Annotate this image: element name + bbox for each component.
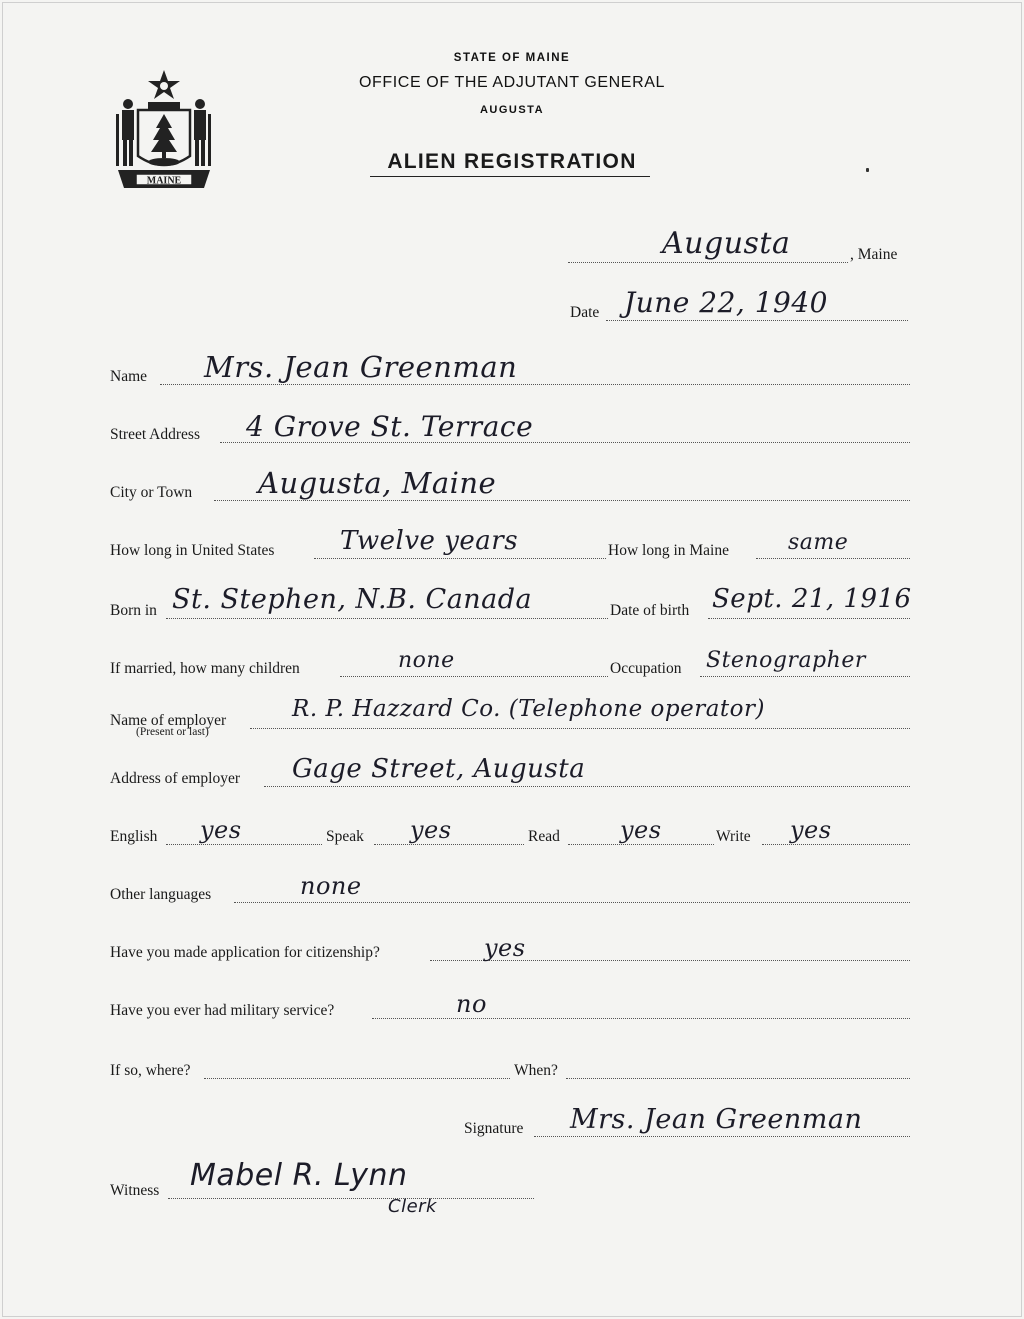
if-so-where-line: [204, 1078, 510, 1079]
witness-value: Mabel R. Lynn: [190, 1158, 408, 1193]
military-line: [372, 1018, 910, 1019]
signature-label: Signature: [464, 1120, 524, 1137]
city-or-town-value: Augusta, Maine: [258, 466, 497, 500]
date-of-birth-line: [708, 618, 910, 619]
citizenship-label: Have you made application for citizenship?: [110, 944, 380, 961]
born-in-label: Born in: [110, 602, 157, 619]
employer-address-label: Address of employer: [110, 770, 240, 787]
state-heading: STATE OF MAINE: [453, 52, 571, 64]
military-label: Have you ever had military service?: [110, 1002, 335, 1019]
occupation-value: Stenographer: [706, 648, 866, 673]
form-title: ALIEN REGISTRATION: [387, 150, 637, 173]
write-label: Write: [716, 828, 751, 845]
military-value: no: [456, 990, 487, 1018]
speak-line: [374, 844, 524, 845]
seal-text: MAINE: [146, 175, 182, 187]
how-long-us-line: [314, 558, 606, 559]
ink-speck: [866, 168, 869, 172]
children-line: [340, 676, 608, 677]
citizenship-value: yes: [484, 934, 526, 962]
title-underline: [370, 176, 650, 177]
signature-line: [534, 1136, 910, 1137]
office-heading: OFFICE OF THE ADJUTANT GENERAL: [358, 74, 666, 91]
english-value: yes: [200, 816, 242, 844]
employer-line: [250, 728, 910, 729]
date-of-birth-label: Date of birth: [610, 602, 690, 619]
children-value: none: [398, 648, 455, 673]
witness-line: [168, 1198, 534, 1199]
when-line: [566, 1078, 910, 1079]
born-in-value: St. Stephen, N.B. Canada: [172, 584, 533, 615]
occupation-line: [700, 676, 910, 677]
signature-value: Mrs. Jean Greenman: [570, 1104, 863, 1135]
date-label: Date: [570, 304, 600, 321]
read-value: yes: [620, 816, 662, 844]
children-label: If married, how many children: [110, 660, 300, 677]
witness-title: Clerk: [388, 1196, 437, 1217]
how-long-us-label: How long in United States: [110, 542, 275, 559]
employer-label: Name of employer: [110, 712, 227, 729]
how-long-maine-value: same: [788, 530, 849, 555]
witness-label: Witness: [110, 1182, 160, 1199]
location-line: [568, 262, 848, 263]
employer-address-value: Gage Street, Augusta: [292, 754, 586, 784]
city-heading: AUGUSTA: [479, 104, 545, 116]
when-label: When?: [514, 1062, 558, 1079]
how-long-maine-label: How long in Maine: [608, 542, 729, 559]
name-label: Name: [110, 368, 148, 385]
date-value: June 22, 1940: [624, 286, 828, 319]
speak-value: yes: [410, 816, 452, 844]
if-so-where-label: If so, where?: [110, 1062, 191, 1079]
english-label: English: [110, 828, 158, 845]
location-state-label: , Maine: [850, 246, 898, 263]
write-line: [762, 844, 910, 845]
location-city-value: Augusta: [662, 226, 791, 261]
employer-value: R. P. Hazzard Co. (Telephone operator): [292, 696, 765, 722]
born-in-line: [166, 618, 608, 619]
read-line: [568, 844, 714, 845]
write-value: yes: [790, 816, 832, 844]
speak-label: Speak: [326, 828, 364, 845]
other-languages-line: [234, 902, 910, 903]
how-long-us-value: Twelve years: [340, 526, 519, 556]
employer-sublabel: (Present or last): [136, 726, 209, 738]
employer-address-line: [264, 786, 910, 787]
city-or-town-label: City or Town: [110, 484, 193, 501]
english-line: [166, 844, 322, 845]
date-of-birth-value: Sept. 21, 1916: [712, 584, 912, 614]
other-languages-value: none: [300, 872, 362, 900]
read-label: Read: [528, 828, 560, 845]
street-address-label: Street Address: [110, 426, 200, 443]
name-value: Mrs. Jean Greenman: [204, 350, 518, 384]
name-line: [160, 384, 910, 385]
occupation-label: Occupation: [610, 660, 682, 677]
city-or-town-line: [214, 500, 910, 501]
how-long-maine-line: [756, 558, 910, 559]
street-address-value: 4 Grove St. Terrace: [246, 410, 534, 443]
other-languages-label: Other languages: [110, 886, 212, 903]
date-line: [606, 320, 908, 321]
